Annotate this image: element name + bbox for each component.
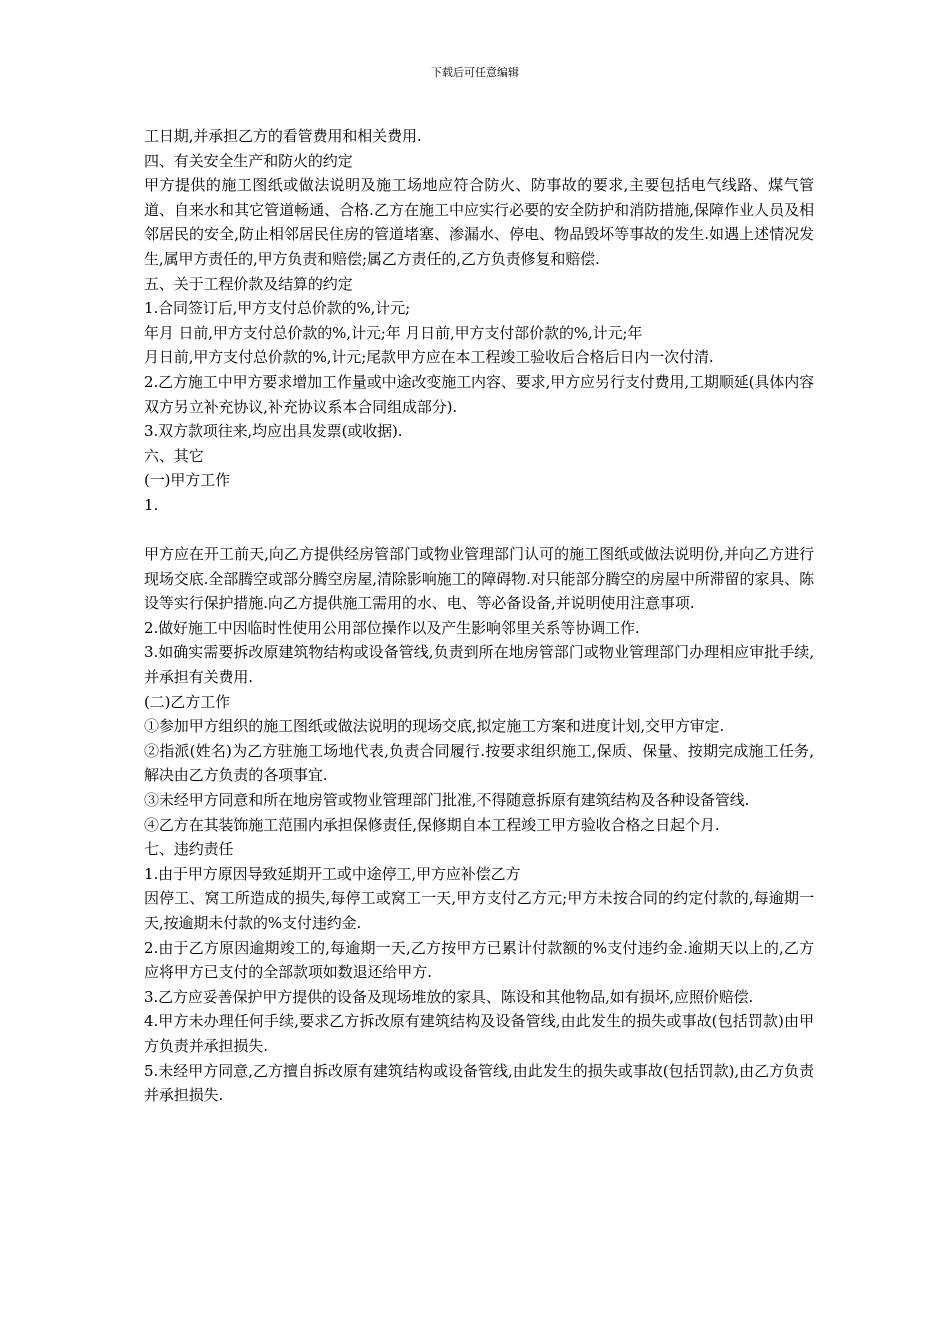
subsection-heading: (二)乙方工作 [144,692,231,711]
paragraph: ②指派(姓名)为乙方驻施工场地代表,负责合同履行.按要求组织施工,保质、保量、按期完成施工任务,解决由乙方负责的各项事宜. [144,741,814,785]
paragraph: 3.双方款项往来,均应出具发票(或收据). [144,422,403,441]
page-header: 下载后可任意编辑 [431,66,519,79]
blank-line [144,518,814,543]
paragraph: 2.由于乙方原因逾期竣工的,每逾期一天,乙方按甲方已累计付款额的%支付违约金.逾期天以上的,乙方应将甲方已支付的全部款项如数退还给甲方. [144,938,814,982]
paragraph: 工日期,并承担乙方的看管费用和相关费用. [144,127,422,145]
document-body [144,124,814,1108]
paragraph: 1. [144,495,159,514]
paragraph: 月日前,甲方支付总价款的%,计元;尾款甲方应在本工程竣工验收后合格后日内一次付清. [144,348,714,367]
section-heading: 四、有关安全生产和防火的约定 [144,151,353,170]
paragraph: 3.乙方应妥善保护甲方提供的设备及现场堆放的家具、陈设和其他物品,如有损坏,应照价赔偿. [144,987,754,1006]
paragraph: 年月 日前,甲方支付总价款的%,计元;年 月日前,甲方支付部价款的%,计元;年 [144,323,643,342]
paragraph: 甲方应在开工前天,向乙方提供经房管部门或物业管理部门认可的施工图纸或做法说明份,并向乙方进行现场交底.全部腾空或部分腾空房屋,清除影响施工的障碍物.对只能部分腾空的房屋中所滞留的家具、陈设等实行保护措施.向乙方提供施工需用的水、电、等必备设备,并说明使用注意事项. [144,545,814,613]
paragraph: 2.乙方施工中甲方要求增加工作量或中途改变施工内容、要求,甲方应另行支付费用,工期顺延(具体内容双方另立补充协议,补充协议系本合同组成部分). [144,372,814,416]
paragraph: 3.如确实需要拆改原建筑物结构或设备管线,负责到所在地房管部门或物业管理部门办理相应审批手续,并承担有关费用. [144,643,814,687]
section-heading: 七、违约责任 [144,840,234,859]
section-heading: 六、其它 [144,446,204,465]
paragraph: 1.合同签订后,甲方支付总价款的%,计元; [144,299,411,318]
paragraph: ④乙方在其装饰施工范围内承担保修责任,保修期自本工程竣工甲方验收合格之日起个月. [144,815,720,834]
subsection-heading: (一)甲方工作 [144,471,231,490]
paragraph: 甲方提供的施工图纸或做法说明及施工场地应符合防火、防事故的要求,主要包括电气线路、煤气管道、自来水和其它管道畅通、合格.乙方在施工中应实行必要的安全防护和消防措施,保障作业人员及相邻居民的安全,防止相邻居民住房的管道堵塞、渗漏水、停电、物品毁坏等事故的发生.如遇上述情况发生,属甲方责任的,甲方负责和赔偿;属乙方责任的,乙方负责修复和赔偿. [144,176,814,268]
section-heading: 五、关于工程价款及结算的约定 [144,274,353,293]
paragraph: 因停工、窝工所造成的损失,每停工或窝工一天,甲方支付乙方元;甲方未按合同的约定付款的,每逾期一天,按逾期未付款的%支付违约金. [144,889,814,932]
paragraph: 1.由于甲方原因导致延期开工或中途停工,甲方应补偿乙方 [144,864,521,883]
paragraph: ①参加甲方组织的施工图纸或做法说明的现场交底,拟定施工方案和进度计划,交甲方审定. [144,717,725,736]
paragraph: 4.甲方未办理任何手续,要求乙方拆改原有建筑结构及设备管线,由此发生的损失或事故(包括罚款)由甲方负责并承担损失. [144,1012,814,1055]
paragraph: 2.做好施工中因临时性使用公用部位操作以及产生影响邻里关系等协调工作. [144,618,640,637]
paragraph: 5.未经甲方同意,乙方擅自拆改原有建筑结构或设备管线,由此发生的损失或事故(包括罚款),由乙方负责并承担损失. [144,1061,814,1105]
paragraph: ③未经甲方同意和所在地房管或物业管理部门批准,不得随意拆原有建筑结构及各种设备管线. [144,791,750,810]
